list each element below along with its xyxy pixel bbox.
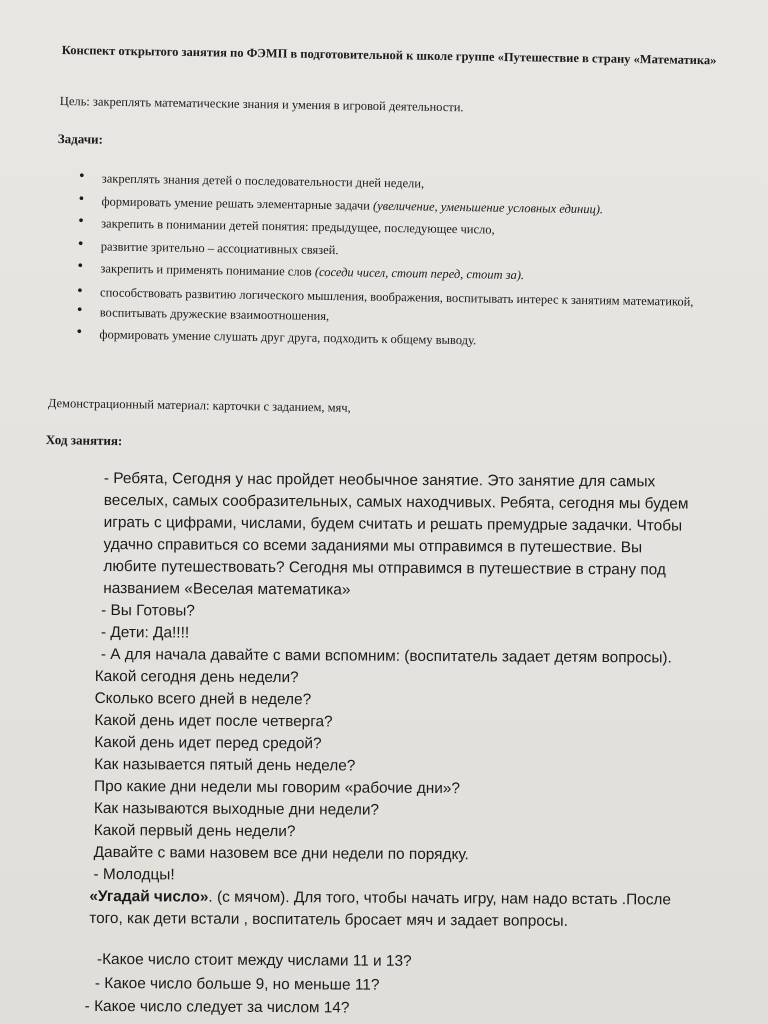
- question-line: Как называется пятый день неделе?: [94, 755, 356, 775]
- game-text: . (с мячом). Для того, чтобы начать игру, нам надо встать .После: [208, 888, 672, 909]
- dialog-line: - А для начала давайте с вами вспомним: (воспитатель задает детям вопросы).: [100, 645, 672, 667]
- dialog-line: - Вы Готовы?: [101, 601, 195, 620]
- demo-material: Демонстрационный материал: карточки с заданием, мяч,: [47, 396, 351, 415]
- task-item: • закреплять знания детей о последовательности дней недели,: [74, 170, 734, 196]
- number-question: - Какое число больше 9, но меньше 11?: [94, 974, 380, 994]
- question-line: Про какие дни недели мы говорим «рабочие дни»?: [94, 777, 461, 798]
- question-line: Какой сегодня день недели?: [94, 667, 299, 687]
- goal-text: Цель: закреплять математические знания и умения в игровой деятельности.: [59, 93, 464, 115]
- dialog-line: - Дети: Да!!!!: [100, 623, 190, 642]
- intro-line: удачно справиться со всеми заданиями мы отправимся в путешествие. Вы: [103, 535, 643, 557]
- intro-line: играть с цифрами, числами, будем считать и решать премудрые задачки. Чтобы: [103, 513, 683, 535]
- number-questions: [84, 948, 717, 1022]
- question-line: Какой день идет перед средой?: [94, 733, 322, 753]
- task-item: • развитие зрительно – ассоциативных связей.: [73, 237, 733, 263]
- praise-line: - Молодцы!: [93, 865, 175, 884]
- question-line: Какой день идет после четверга?: [94, 711, 333, 731]
- question-line: Давайте с вами назовем все дни недели по порядку.: [93, 843, 469, 864]
- task-item: • воспитывать дружеские взаимоотношения,: [72, 303, 732, 329]
- task-item: • способствовать развитию логического мышления, воображения, воспитывать интерес к занятиям математикой,: [72, 282, 732, 311]
- lesson-body: [84, 468, 720, 1022]
- number-question: -Какое число стоит между числами 11 и 13?: [96, 950, 412, 970]
- question-line: Какой первый день недели?: [93, 821, 296, 841]
- task-item: • закрепить в понимании детей понятия: предыдущее, последующее число,: [73, 215, 733, 241]
- intro-line: веселых, самых сообразительных, самых находчивых. Ребята, сегодня мы будем: [103, 491, 689, 513]
- intro-paragraph: [103, 468, 720, 604]
- task-item: • формировать умение слушать друг друга, подходить к общему выводу.: [71, 326, 731, 352]
- intro-line: любите путешествовать? Сегодня мы отправимся в путешествие в страну под: [103, 557, 666, 579]
- tasks-list: [71, 170, 734, 359]
- tasks-heading: Задачи:: [57, 131, 104, 147]
- weekday-questions: [93, 666, 718, 890]
- lesson-heading: Ход занятия:: [45, 432, 123, 449]
- game-line: того, как дети встали , воспитатель бросает мяч и задает вопросы.: [89, 909, 568, 930]
- dialog-block: [101, 600, 719, 670]
- task-item: • закрепить и применять понимание слов (соседи чисел, стоит перед, стоит за).: [72, 260, 732, 286]
- document-title: Конспект открытого занятия по ФЭМП в подготовительной к школе группе «Путешествие в страну «Математика»: [61, 42, 717, 68]
- game-title: «Угадай число»: [89, 887, 209, 906]
- task-item: • формировать умение решать элементарные задачи (увеличение, уменьшение условных единиц).: [73, 192, 733, 218]
- intro-line: - Ребята, Сегодня у нас пройдет необычное занятие. Это занятие для самых: [103, 469, 656, 491]
- question-line: Как называются выходные дни недели?: [93, 799, 380, 819]
- number-question: - Какое число следует за числом 14?: [84, 997, 350, 1017]
- game-paragraph: [89, 886, 729, 934]
- question-line: Сколько всего дней в неделе?: [94, 689, 312, 709]
- intro-line: названием «Веселая математика»: [103, 579, 351, 599]
